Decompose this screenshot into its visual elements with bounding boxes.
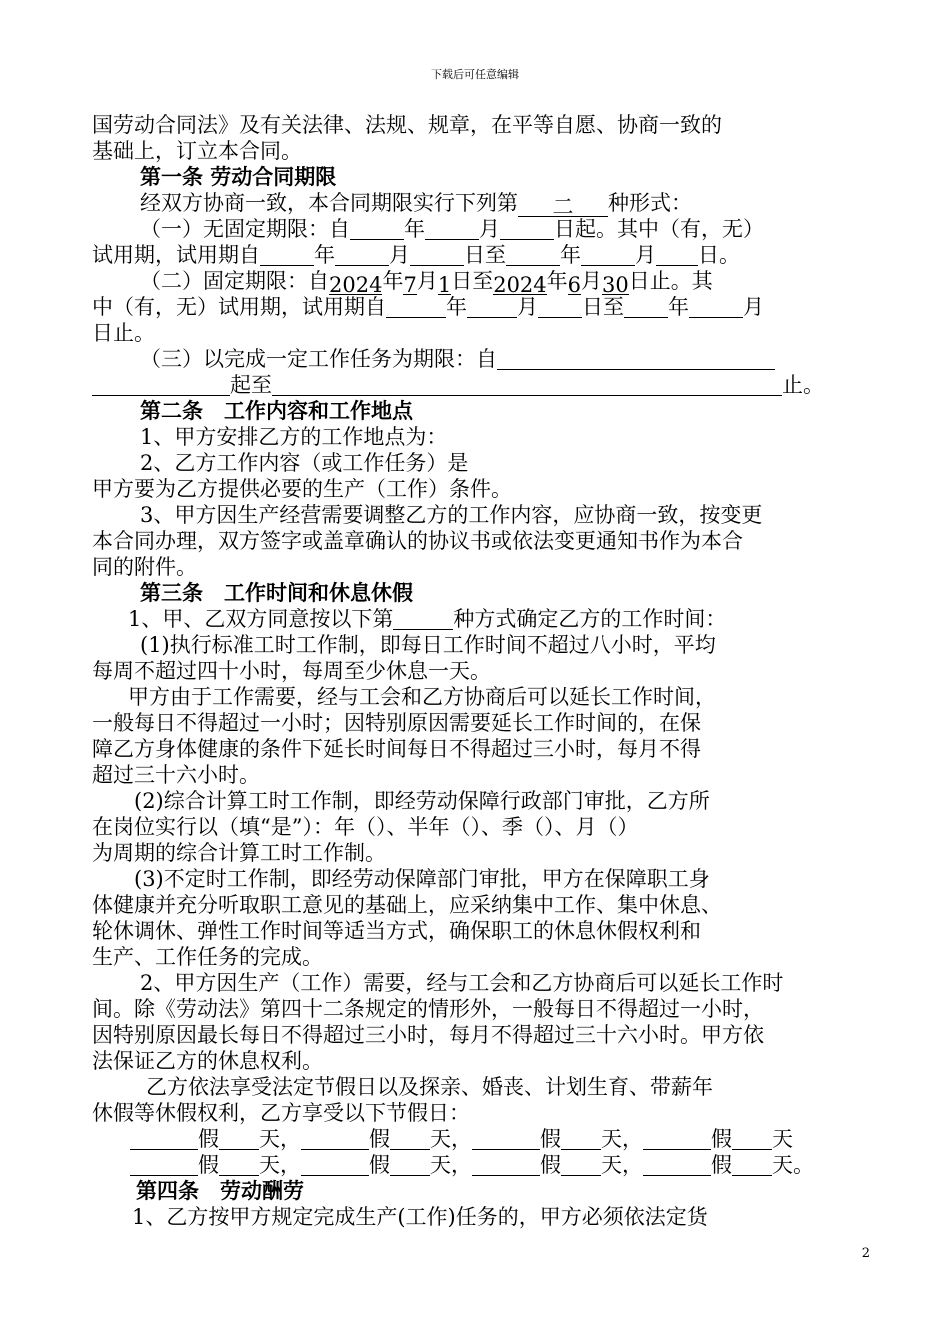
- paragraph-line: 轮休调休、弹性工作时间等适当方式，确保职工的休息休假权利和: [92, 919, 701, 943]
- blank-field[interactable]: [561, 1127, 601, 1150]
- paragraph-line: (2)综合计算工时工作制，即经劳动保障行政部门审批，乙方所: [134, 789, 710, 813]
- paragraph-line: 乙方依法享受法定节假日以及探亲、婚丧、计划生育、带薪年: [146, 1075, 713, 1099]
- blank-field[interactable]: [390, 1153, 430, 1176]
- article-1-intro: 经双方协商一致，本合同期限实行下列第 二 种形式：: [140, 191, 692, 219]
- article-3-title: 第三条 工作时间和休息休假: [140, 581, 413, 605]
- blank-field[interactable]: [393, 607, 453, 630]
- paragraph-line: 障乙方身体健康的条件下延长时间每日不得超过三小时，每月不得: [92, 737, 701, 761]
- start-month-field[interactable]: 7: [403, 273, 417, 297]
- indefinite-probation-line: 试用期，试用期自 年 月 日至 年 月 日。: [92, 243, 740, 267]
- start-year-field[interactable]: 2024: [329, 273, 383, 297]
- article-1-title: 第一条 劳动合同期限: [140, 165, 337, 189]
- paragraph-line: 为周期的综合计算工时工作制。: [92, 841, 386, 865]
- paragraph-line: 2、乙方工作内容（或工作任务）是: [140, 451, 469, 475]
- paragraph-line: 本合同办理，双方签字或盖章确认的协议书或依法变更通知书作为本合: [92, 529, 743, 553]
- article-2-title: 第二条 工作内容和工作地点: [140, 399, 413, 423]
- blank-field[interactable]: [335, 243, 389, 266]
- blank-field[interactable]: [656, 243, 698, 266]
- blank-field[interactable]: [500, 217, 554, 240]
- blank-field[interactable]: [272, 373, 782, 396]
- paragraph-line: 每周不超过四十小时，每周至少休息一天。: [92, 659, 491, 683]
- paragraph-line: 同的附件。: [92, 555, 197, 579]
- blank-field[interactable]: [467, 295, 517, 318]
- form-number-field[interactable]: 二: [518, 194, 608, 217]
- blank-field[interactable]: [350, 217, 404, 240]
- blank-field[interactable]: [130, 1153, 198, 1176]
- paragraph-line: 体健康并充分听取职工意见的基础上，应采纳集中工作、集中休息、: [92, 893, 722, 917]
- task-term-line: （三）以完成一定工作任务为期限：自: [140, 346, 775, 372]
- blank-field[interactable]: [561, 1153, 601, 1176]
- paragraph-line: 甲方要为乙方提供必要的生产（工作）条件。: [92, 477, 512, 501]
- blank-field[interactable]: [260, 243, 314, 266]
- blank-field[interactable]: [643, 1153, 711, 1176]
- blank-field[interactable]: [506, 243, 560, 266]
- paragraph-line: 因特别原因最长每日不得超过三小时，每月不得超过三十六小时。甲方依: [92, 1023, 764, 1047]
- paragraph-line: 日止。: [92, 321, 155, 345]
- paragraph-line: 基础上，订立本合同。: [92, 139, 302, 163]
- blank-field[interactable]: [581, 243, 635, 266]
- paragraph-line: 1、乙方按甲方规定完成生产(工作)任务的，甲方必须依法定货: [132, 1205, 708, 1229]
- fixed-term-line: （二）固定期限：自2024年7月1日至2024年6月30日止。其: [140, 269, 713, 297]
- blank-field[interactable]: [732, 1153, 772, 1176]
- indefinite-term-line: （一）无固定期限：自 年 月 日起。其中（有，无）: [140, 217, 764, 241]
- page-header: 下载后可任意编辑: [431, 68, 519, 81]
- work-hours-method-line: 1、甲、乙双方同意按以下第 种方式确定乙方的工作时间：: [128, 607, 727, 631]
- blank-field[interactable]: [425, 217, 479, 240]
- fixed-probation-line: 中（有，无）试用期，试用期自 年 月 日至 年 月: [92, 295, 764, 319]
- paragraph-line: 生产、工作任务的完成。: [92, 945, 323, 969]
- task-term-line-2: 起至 止。: [92, 372, 824, 398]
- blank-field[interactable]: [472, 1127, 540, 1150]
- blank-field[interactable]: [472, 1153, 540, 1176]
- blank-field[interactable]: [390, 1127, 430, 1150]
- paragraph-line: 国劳动合同法》及有关法律、法规、规章，在平等自愿、协商一致的: [92, 113, 722, 137]
- end-day-field[interactable]: 30: [602, 273, 629, 297]
- blank-field[interactable]: [497, 347, 775, 370]
- blank-field[interactable]: [689, 295, 743, 318]
- paragraph-line: 法保证乙方的休息权利。: [92, 1049, 323, 1073]
- blank-field[interactable]: [92, 373, 230, 396]
- blank-field[interactable]: [219, 1127, 259, 1150]
- blank-field[interactable]: [732, 1127, 772, 1150]
- start-day-field[interactable]: 1: [437, 273, 452, 297]
- holiday-row-2: 假 天， 假 天， 假 天， 假 天。: [130, 1152, 814, 1178]
- blank-field[interactable]: [130, 1127, 198, 1150]
- article-4-title: 第四条 劳动酬劳: [136, 1179, 304, 1203]
- blank-field[interactable]: [301, 1153, 369, 1176]
- blank-field[interactable]: [643, 1127, 711, 1150]
- paragraph-line: 1、甲方安排乙方的工作地点为：: [140, 425, 448, 449]
- paragraph-line: 一般每日不得超过一小时；因特别原因需要延长工作时间的，在保: [92, 711, 701, 735]
- paragraph-line: (3)不定时工作制，即经劳动保障部门审批，甲方在保障职工身: [134, 867, 710, 891]
- paragraph-line: 甲方由于工作需要，经与工会和乙方协商后可以延长工作时间，: [128, 685, 716, 709]
- paragraph-line: 间。除《劳动法》第四十二条规定的情形外，一般每日不得超过一小时，: [92, 997, 764, 1021]
- page-number: 2: [861, 1246, 870, 1261]
- paragraph-line: (1)执行标准工时工作制，即每日工作时间不超过八小时，平均: [140, 633, 716, 657]
- blank-field[interactable]: [538, 295, 582, 318]
- end-year-field[interactable]: 2024: [493, 273, 547, 297]
- blank-field[interactable]: [386, 295, 446, 318]
- blank-field[interactable]: [624, 295, 668, 318]
- paragraph-line: 2、甲方因生产（工作）需要，经与工会和乙方协商后可以延长工作时: [140, 971, 784, 995]
- blank-field[interactable]: [219, 1153, 259, 1176]
- blank-field[interactable]: [410, 243, 464, 266]
- holiday-row-1: 假 天， 假 天， 假 天， 假 天: [130, 1126, 793, 1152]
- paragraph-line: 3、甲方因生产经营需要调整乙方的工作内容，应协商一致，按变更: [140, 503, 763, 527]
- paragraph-line: 在岗位实行以（填“是”）：年（）、半年（）、季（）、月（）: [92, 815, 639, 839]
- paragraph-line: 超过三十六小时。: [92, 763, 260, 787]
- paragraph-line: 休假等休假权利，乙方享受以下节假日：: [92, 1101, 470, 1125]
- blank-field[interactable]: [301, 1127, 369, 1150]
- end-month-field[interactable]: 6: [567, 273, 582, 297]
